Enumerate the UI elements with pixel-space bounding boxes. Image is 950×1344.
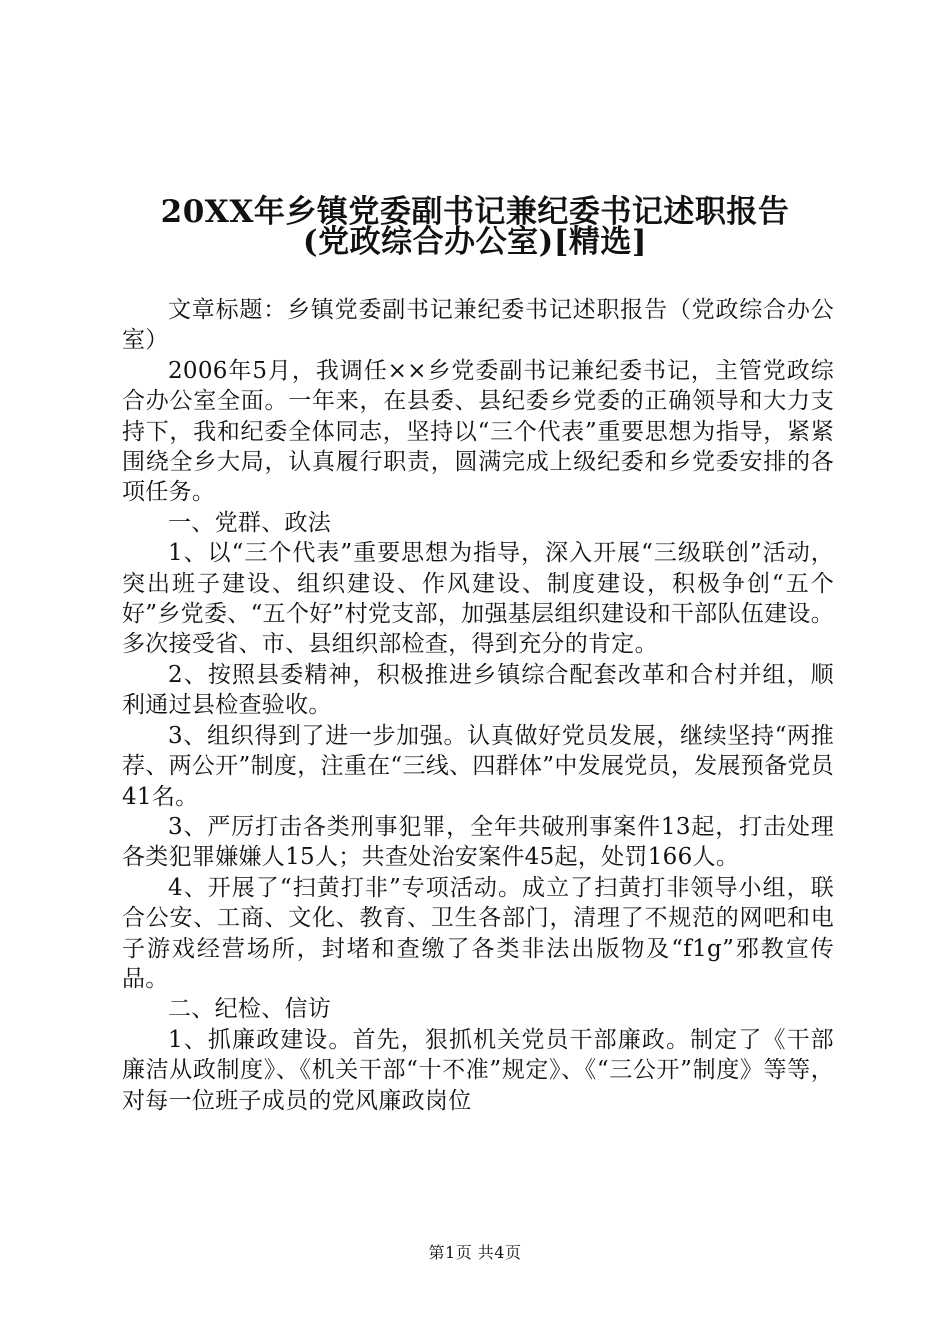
paragraph-intro: 2006年5月，我调任××乡党委副书记兼纪委书记，主管党政综合办公室全面。一年来，在县委、县纪委乡党委的正确领导和大力支持下，我和纪委全体同志，坚持以“三个代表”重要思想为指导，紧紧围绕全乡大局，认真履行职责，圆满完成上级纪委和乡党委安排的各项任务。 [122,357,834,506]
section-heading-party-politics: 一、党群、政法 [168,509,332,536]
section-heading-discipline: 二、纪检、信访 [168,996,332,1023]
document-title-line-2: (党政综合办公室)[精选] [302,224,648,260]
paragraph-item: 3、组织得到了进一步加强。认真做好党员发展，继续坚持“两推荐、两公开”制度，注重在“三线、四群体”中发展党员，发展预备党员41名。 [122,722,834,810]
paragraph-item: 1、以“三个代表”重要思想为指导，深入开展“三级联创”活动，突出班子建设、组织建设、作风建设、制度建设，积极争创“五个好”乡党委、“五个好”村党支部，加强基层组织建设和干部队伍建设。多次接受省、市、县组织部检查，得到充分的肯定。 [122,540,834,658]
paragraph-item: 4、开展了“扫黄打非”专项活动。成立了扫黄打非领导小组，联合公安、工商、文化、教育、卫生各部门，清理了不规范的网吧和电子游戏经营场所，封堵和查缴了各类非法出版物及“f1g”邪教宣传品。 [122,874,834,992]
paragraph-item: 3、严厉打击各类刑事犯罪，全年共破刑事案件13起，打击处理各类犯罪嫌嫌人15人；共查处治安案件45起，处罚166人。 [122,813,834,871]
document-title-line-1: 20XX年乡镇党委副书记兼纪委书记述职报告 [160,194,790,230]
paragraph-item: 2、按照县委精神，积极推进乡镇综合配套改革和合村并组，顺利通过县检查验收。 [122,661,834,719]
paragraph-item: 1、抓廉政建设。首先，狠抓机关党员干部廉政。制定了《干部廉洁从政制度》、《机关干部“十不准”规定》、《“三公开”制度》等等，对每一位班子成员的党风廉政岗位 [122,1026,834,1114]
document-body [122,295,834,1116]
paragraph-article-title: 文章标题：乡镇党委副书记兼纪委书记述职报告（党政综合办公室） [122,297,834,354]
page-number-footer: 第1页 共4页 [428,1243,522,1262]
